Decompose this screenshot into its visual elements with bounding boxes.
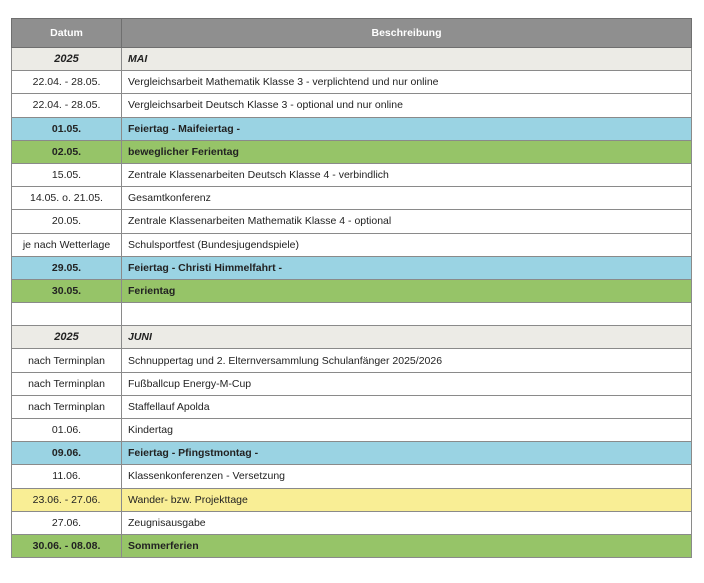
table-row [12, 163, 692, 186]
description-cell: Zentrale Klassenarbeiten Mathematik Klasse 4 - optional [122, 210, 692, 233]
description-cell [122, 303, 692, 326]
date-cell [12, 303, 122, 326]
description-cell: Feiertag - Maifeiertag - [122, 117, 692, 140]
date-cell: 27.06. [12, 511, 122, 534]
table-row [12, 534, 692, 557]
section-row [12, 48, 692, 71]
date-cell: 2025 [12, 326, 122, 349]
description-cell: Wander- bzw. Projekttage [122, 488, 692, 511]
date-cell: 02.05. [12, 140, 122, 163]
description-cell: Ferientag [122, 279, 692, 302]
description-cell: MAI [122, 48, 692, 71]
table-row [12, 395, 692, 418]
date-cell: 15.05. [12, 163, 122, 186]
description-cell: Vergleichsarbeit Mathematik Klasse 3 - verplichtend und nur online [122, 71, 692, 94]
date-cell: 01.05. [12, 117, 122, 140]
description-cell: Zeugnisausgabe [122, 511, 692, 534]
date-cell: 22.04. - 28.05. [12, 71, 122, 94]
description-cell: Gesamtkonferenz [122, 187, 692, 210]
table-row [12, 117, 692, 140]
description-cell: Feiertag - Christi Himmelfahrt - [122, 256, 692, 279]
date-cell: nach Terminplan [12, 395, 122, 418]
description-cell: Fußballcup Energy-M-Cup [122, 372, 692, 395]
date-cell: je nach Wetterlage [12, 233, 122, 256]
table-header [12, 19, 692, 48]
date-cell: nach Terminplan [12, 372, 122, 395]
description-cell: Schnuppertag und 2. Elternversammlung Schulanfänger 2025/2026 [122, 349, 692, 372]
table-row [12, 279, 692, 302]
description-cell: Klassenkonferenzen - Versetzung [122, 465, 692, 488]
date-cell: 09.06. [12, 442, 122, 465]
description-cell: Vergleichsarbeit Deutsch Klasse 3 - optional und nur online [122, 94, 692, 117]
date-cell: 30.06. - 08.08. [12, 534, 122, 557]
table-row [12, 465, 692, 488]
table-row [12, 256, 692, 279]
table-row [12, 442, 692, 465]
date-cell: 14.05. o. 21.05. [12, 187, 122, 210]
description-cell: beweglicher Ferientag [122, 140, 692, 163]
table-row [12, 140, 692, 163]
description-cell: Kindertag [122, 419, 692, 442]
table-row [12, 488, 692, 511]
date-cell: 20.05. [12, 210, 122, 233]
date-cell: 30.05. [12, 279, 122, 302]
description-cell: Zentrale Klassenarbeiten Deutsch Klasse 4 - verbindlich [122, 163, 692, 186]
table-row [12, 511, 692, 534]
table-body [12, 48, 692, 558]
date-cell: 11.06. [12, 465, 122, 488]
header-row [12, 19, 692, 48]
table-row [12, 233, 692, 256]
spacer-row [12, 303, 692, 326]
section-row [12, 326, 692, 349]
date-cell: 23.06. - 27.06. [12, 488, 122, 511]
schedule-table [11, 18, 692, 558]
description-cell: Schulsportfest (Bundesjugendspiele) [122, 233, 692, 256]
table-row [12, 349, 692, 372]
table-row [12, 94, 692, 117]
header-date: Datum [12, 19, 122, 48]
description-cell: Sommerferien [122, 534, 692, 557]
table-row [12, 210, 692, 233]
table-row [12, 419, 692, 442]
date-cell: 22.04. - 28.05. [12, 94, 122, 117]
table-row [12, 187, 692, 210]
description-cell: Feiertag - Pfingstmontag - [122, 442, 692, 465]
description-cell: Staffellauf Apolda [122, 395, 692, 418]
table-row [12, 71, 692, 94]
date-cell: 2025 [12, 48, 122, 71]
date-cell: 01.06. [12, 419, 122, 442]
header-description: Beschreibung [122, 19, 692, 48]
date-cell: nach Terminplan [12, 349, 122, 372]
date-cell: 29.05. [12, 256, 122, 279]
description-cell: JUNI [122, 326, 692, 349]
table-row [12, 372, 692, 395]
